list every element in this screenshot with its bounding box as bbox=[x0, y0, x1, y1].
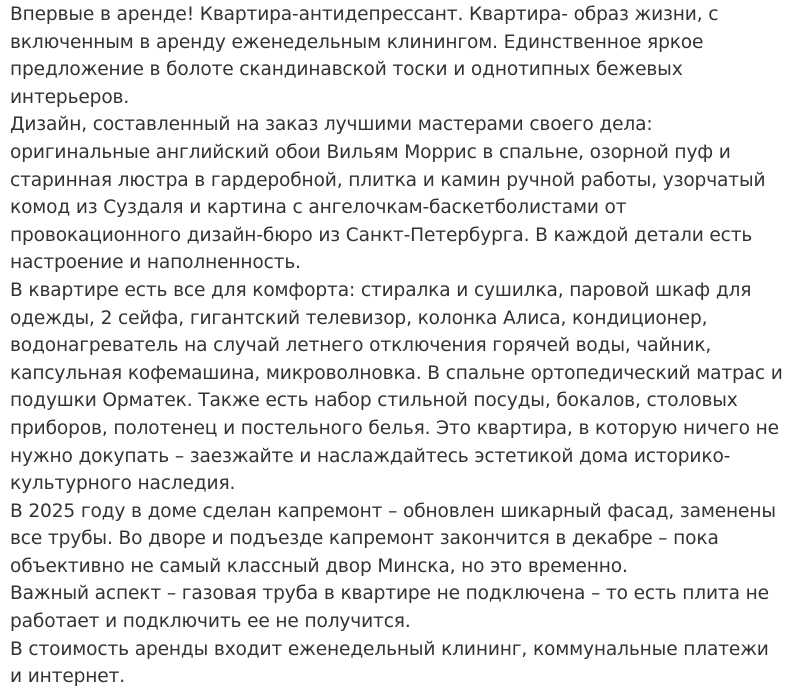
description-paragraph-amenities: В квартире есть все для комфорта: стиралка и сушилка, паровой шкаф для одежды, 2 сейфа, гигантский телевизор, колонка Алиса, кондиционер, водонагреватель на случай летнего отключения горячей воды, чайник, капсульная кофемашина, микроволновка. В спальне ортопедический матрас и подушки Орматек. Также есть набор стильной посуды, бокалов, столовых приборов, полотенец и постельного белья. Это квартира, в которую ничего не нужно докупать – заезжайте и наслаждайтесь эстетикой дома историко-культурного наследия. bbox=[10, 279, 783, 495]
description-paragraph-included-services: В стоимость аренды входит еженедельный клининг, коммунальные платежи и интернет. bbox=[10, 638, 769, 688]
description-paragraph-gas-notice: Важный аспект – газовая труба в квартире не подключена – то есть плита не работает и подключить ее не получится. bbox=[10, 583, 769, 633]
description-paragraph-design: Дизайн, составленный на заказ лучшими мастерами своего дела: оригинальные английский обои Вильям Моррис в спальне, озорной пуф и старинная люстра в гардеробной, плитка и камин ручной работы, узорчатый комод из Суздаля и картина с ангелочкам-баскетболистами от провокационного дизайн-бюро из Санкт-Петербурга. В каждой детали есть настроение и наполненность. bbox=[10, 114, 766, 274]
description-paragraph-intro: Впервые в аренде! Квартира-антидепрессант. Квартира- образ жизни, с включенным в аренду еженедельным клинингом. Единственное яркое предложение в болоте скандинавской тоски и однотипных бежевых интерьеров. bbox=[10, 4, 719, 108]
description-paragraph-renovation: В 2025 году в доме сделан капремонт – обновлен шикарный фасад, заменены все трубы. Во дворе и подъезде капремонт закончится в декабре – пока объективно не самый классный двор Минска, но это временно. bbox=[10, 500, 776, 577]
